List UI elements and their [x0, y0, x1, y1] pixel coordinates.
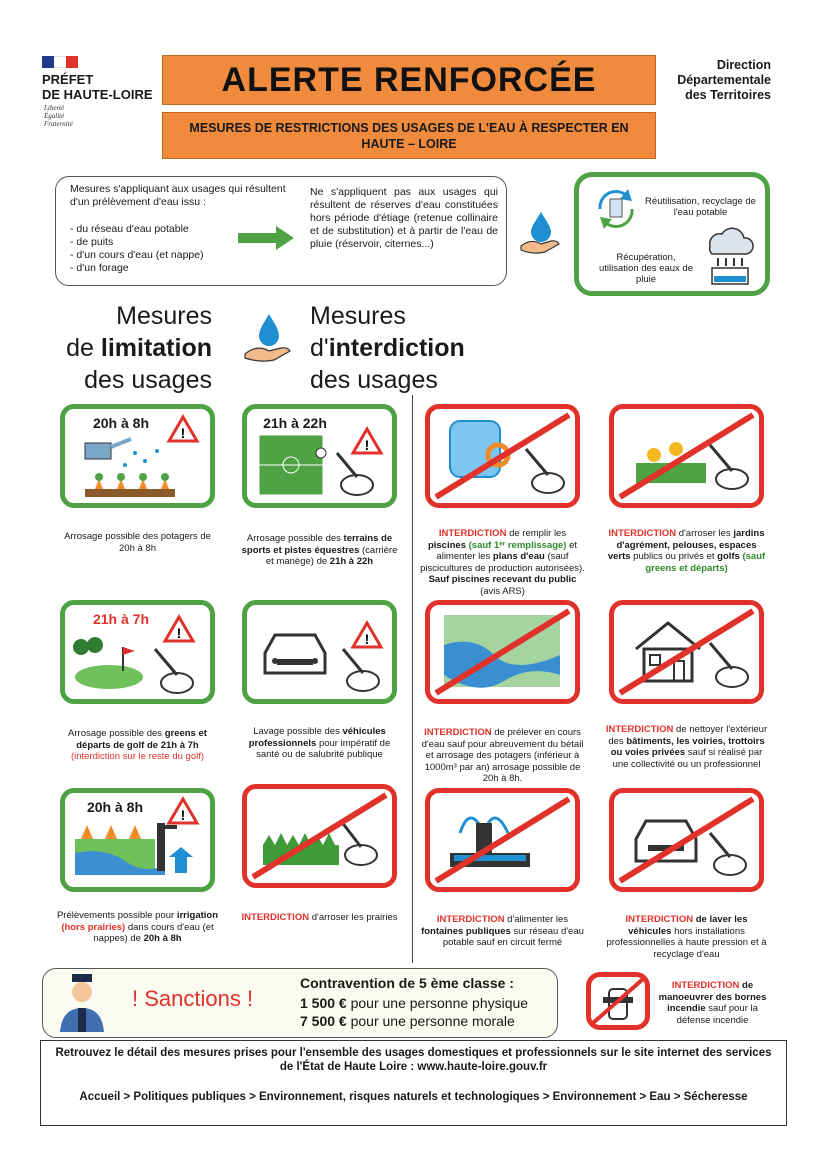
breadcrumb: Accueil > Politiques publiques > Environnement, risques naturels et technologiques > Environnement > Eau > Sécheresse: [79, 1091, 748, 1103]
caption-prairies: INTERDICTION d'arroser les prairies: [241, 912, 398, 923]
caption-fontaines: INTERDICTION d'alimenter les fontaines publiques sur réseau d'eau potable sauf en circuit fermé: [421, 914, 584, 948]
time-label: 20h à 8h: [92, 415, 150, 431]
fine-physical: 1 500 € pour une personne physique: [300, 995, 529, 1011]
caption-cours-eau: INTERDICTION de prélever en cours d'eau sauf pour abreuvement du bétail et arrosage des potagers (inférieur à 1000m³ par an) arrosage possible de 20h à 8h.: [421, 727, 584, 784]
caption-irrigation: Prélèvements possible pour irrigation (hors prairies) dans cours d'eau (et nappes) de 20h à 8h: [56, 910, 219, 944]
svg-text:!: !: [180, 425, 186, 441]
fountain-prohibited-icon: [430, 793, 575, 887]
contravention-title: Contravention de 5 ème classe :: [300, 975, 514, 991]
list-item: - du réseau d'eau potable: [70, 223, 189, 235]
caption-batiments: INTERDICTION de nettoyer l'extérieur des bâtiments, les voiries, trottoirs ou voies privées sauf si réalisé par une collectivité ou un professionnel: [605, 724, 768, 770]
water-drop-hand-icon: [517, 208, 565, 256]
time-label: 20h à 8h: [86, 799, 144, 815]
caption-piscines: INTERDICTION de remplir les piscines (sauf 1ᵉʳ remplissage) et alimenter les plans d'eau (sauf piscicultures de production autorisées). Sauf piscines recevant du public (avis ARS): [420, 528, 585, 597]
card-piscines: [425, 404, 580, 508]
subtitle-banner: [162, 112, 656, 159]
footer-info: Retrouvez le détail des mesures prises pour l'ensemble des usages domestiques et professionnels sur le site internet des services de l'État de Haute Loire : www.haute-loire.gouv.fr: [55, 1047, 772, 1073]
car-wash-prohibited-icon: [614, 793, 759, 887]
card-batiments: [609, 600, 764, 704]
recup-label: Récupération, utilisation des eaux de pluie: [598, 252, 693, 285]
golf-green-icon: [65, 605, 210, 699]
fine-moral: 7 500 € pour une personne morale: [300, 1013, 515, 1029]
caption-sports: Arrosage possible des terrains de sports et pistes équestres (carrière et manège) de 21h à 22h: [241, 533, 398, 567]
caption-laver-vehicules: INTERDICTION de laver les véhicules hors installations professionnelles à haute pression et à recyclage d'eau: [606, 914, 767, 960]
list-item: - de puits: [70, 236, 114, 248]
republic-motto: Liberté Égalité Fraternité: [44, 104, 73, 128]
time-label: 21h à 22h: [263, 415, 327, 431]
irrigation-pump-icon: [65, 793, 210, 887]
marianne-flag-icon: [42, 56, 78, 68]
card-jardins: [609, 404, 764, 508]
meadow-prohibited-icon: [247, 789, 392, 883]
car-wash-icon: [247, 605, 392, 699]
scope-applies-text: Mesures s'appliquant aux usages qui résultent d'un prélèvement d'eau issu : - du réseau d'eau potable - de puits - d'un cours d'eau (et nappe) - d'un forage: [70, 183, 290, 275]
gendarme-icon: [56, 972, 108, 1034]
time-label: 21h à 7h: [92, 611, 150, 627]
card-sports: [242, 404, 397, 508]
water-drop-hand-icon: [243, 312, 295, 364]
card-irrigation: [60, 788, 215, 892]
caption-potagers: Arrosage possible des potagers de 20h à 8h: [64, 531, 211, 554]
caption-bornes: INTERDICTION de manoeuvrer des bornes incendie sauf pour la défense incendie: [658, 980, 767, 1026]
card-potagers: [60, 404, 215, 508]
prefet-logo-text: PRÉFET DE HAUTE-LOIRE: [42, 72, 153, 102]
card-golf: [60, 600, 215, 704]
svg-text:!: !: [176, 625, 182, 641]
limitation-heading: Mesures de limitation des usages: [66, 302, 212, 394]
direction-label: Direction Départementale des Territoires: [677, 58, 771, 102]
pool-prohibited-icon: [430, 409, 575, 503]
alert-title-banner: [162, 55, 656, 105]
scope-exclusion-text: Ne s'appliquent pas aux usages qui résultent de réserves d'eau constituées hors période d'étiage (retenue collinaire et de substitution) et à partir de l'eau de pluie (réservoir, citernes...): [310, 186, 498, 250]
reuse-label: Réutilisation, recyclage de l'eau potable: [645, 196, 756, 218]
svg-text:!: !: [180, 807, 186, 823]
card-laver-vehicules: [609, 788, 764, 892]
caption-jardins: INTERDICTION d'arroser les jardins d'agrément, pelouses, espaces verts publics ou privés et golfs (sauf greens et départs): [607, 528, 766, 574]
interdiction-heading: Mesures d'interdiction des usages: [310, 302, 465, 394]
fire-hydrant-prohibited-icon: [591, 977, 645, 1025]
list-item: - d'un cours d'eau (et nappe): [70, 249, 204, 261]
svg-text:!: !: [364, 437, 370, 453]
svg-text:!: !: [364, 631, 370, 647]
caption-golf: Arrosage possible des greens et départs de golf de 21h à 7h (interdiction sur le reste du golf): [68, 728, 207, 762]
garden-prohibited-icon: [614, 409, 759, 503]
card-fontaines: [425, 788, 580, 892]
card-prairies: [242, 784, 397, 888]
recycle-water-icon: [590, 183, 642, 235]
card-cours-eau: [425, 600, 580, 704]
card-bornes: [586, 972, 650, 1030]
watering-can-icon: [65, 409, 210, 503]
list-item: - d'un forage: [70, 262, 129, 274]
river-prohibited-icon: [430, 605, 575, 699]
sports-field-icon: [247, 409, 392, 503]
sanctions-label: ! Sanctions !: [132, 986, 254, 1011]
green-arrow-icon: [238, 226, 296, 250]
page-subtitle: MESURES DE RESTRICTIONS DES USAGES DE L'EAU À RESPECTER EN HAUTE – LOIRE: [189, 120, 629, 151]
rain-collector-icon: [700, 226, 756, 288]
caption-vehicules-pro: Lavage possible des véhicules professionnels pour impératif de santé ou de salubrité publique: [248, 726, 391, 760]
page-title: ALERTE RENFORCÉE: [221, 60, 597, 99]
section-divider: [412, 395, 413, 963]
house-prohibited-icon: [614, 605, 759, 699]
card-vehicules-pro: [242, 600, 397, 704]
